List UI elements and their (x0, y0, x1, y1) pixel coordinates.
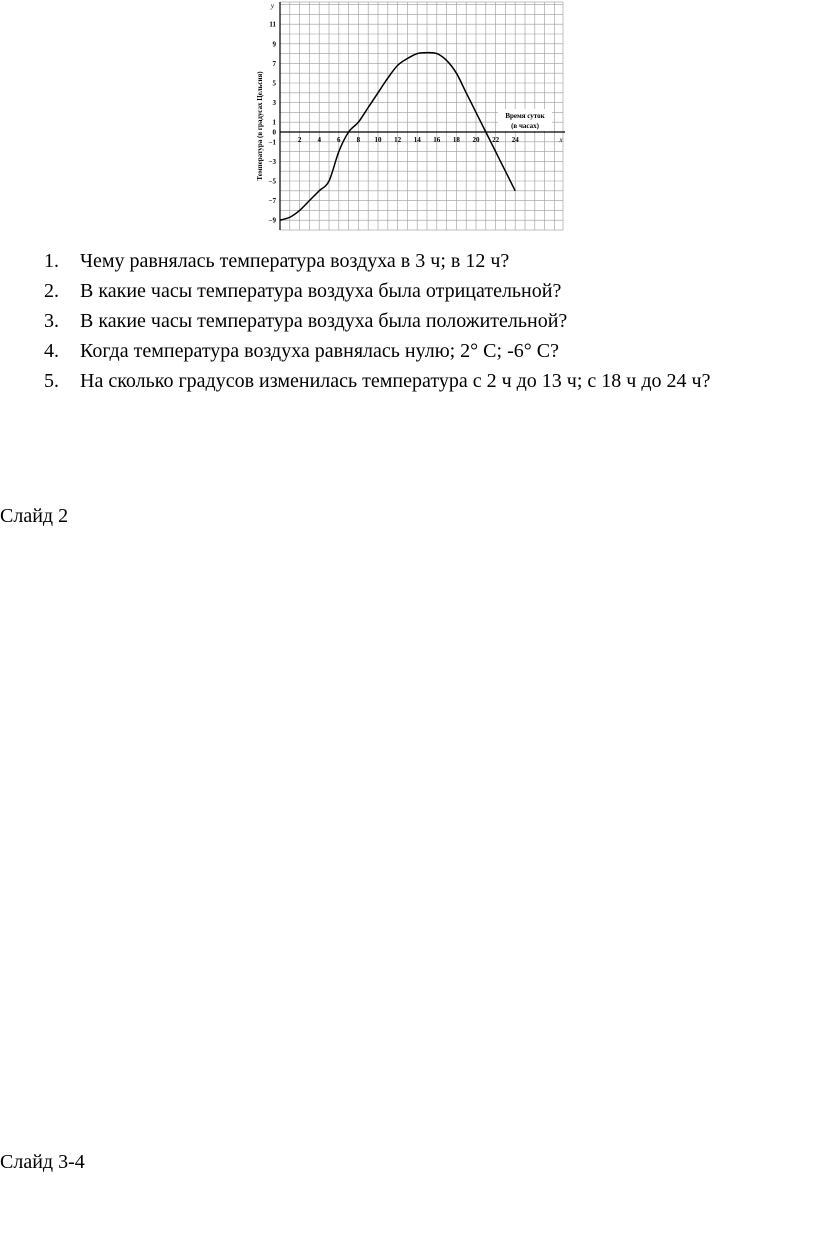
x-tick-label: 16 (433, 136, 441, 144)
question-text: В какие часы температура воздуха была отрицательной? (80, 280, 562, 302)
x-tick-label: 4 (317, 136, 321, 144)
question-item (0, 306, 816, 336)
x-tick-label: 10 (374, 136, 382, 144)
question-text: Когда температура воздуха равнялась нулю; 2° С; -6° С? (80, 340, 559, 362)
question-item (0, 366, 816, 396)
x-axis-label: Время суток (505, 112, 545, 120)
y-tick-label: 5 (272, 79, 276, 88)
x-tick-label: 6 (337, 136, 341, 144)
question-number: 3. (44, 310, 59, 332)
x-axis-letter: x (559, 136, 563, 144)
x-tick-label: 24 (511, 136, 519, 144)
y-tick-label: −3 (268, 157, 276, 166)
x-tick-label: 18 (452, 136, 460, 144)
question-number: 1. (44, 250, 59, 272)
x-tick-label: 22 (492, 136, 500, 144)
y-tick-label: 11 (269, 20, 276, 29)
y-tick-label: −5 (268, 177, 276, 186)
y-tick-label: 3 (272, 99, 276, 108)
question-item (0, 276, 816, 306)
y-axis-letter: y (270, 2, 274, 10)
question-number: 2. (44, 280, 59, 302)
question-item (0, 336, 816, 366)
temperature-chart (240, 0, 570, 232)
question-list (0, 246, 816, 396)
question-text: Чему равнялась температура воздуха в 3 ч; в 12 ч? (80, 250, 510, 272)
y-tick-label: 9 (272, 40, 276, 49)
x-tick-label: 20 (472, 136, 480, 144)
question-text: В какие часы температура воздуха была положительной? (80, 310, 568, 332)
question-text: На сколько градусов изменилась температура с 2 ч до 13 ч; с 18 ч до 24 ч? (80, 370, 711, 392)
y-tick-label: −1 (268, 138, 276, 147)
x-axis-label-cont: (в часах) (511, 122, 539, 130)
question-number: 4. (44, 340, 59, 362)
y-tick-label: 0 (272, 128, 276, 137)
x-tick-label: 2 (297, 136, 302, 144)
slide-2-label: Слайд 2 (0, 505, 69, 527)
x-tick-label: 12 (394, 136, 402, 144)
y-tick-label: −7 (268, 197, 276, 206)
x-tick-label: 14 (413, 136, 421, 144)
slide-3-4-label: Слайд 3-4 (0, 1151, 85, 1173)
question-number: 5. (44, 370, 59, 392)
chart-svg (240, 0, 570, 232)
y-tick-label: 7 (272, 59, 276, 68)
y-axis-label: Температура (в градусах Цельсия) (256, 71, 264, 181)
chart-axis-labels (256, 2, 563, 181)
question-item (0, 246, 816, 276)
y-tick-label: 1 (272, 118, 276, 127)
x-tick-label: 8 (356, 136, 361, 144)
y-tick-label: −9 (268, 216, 276, 225)
